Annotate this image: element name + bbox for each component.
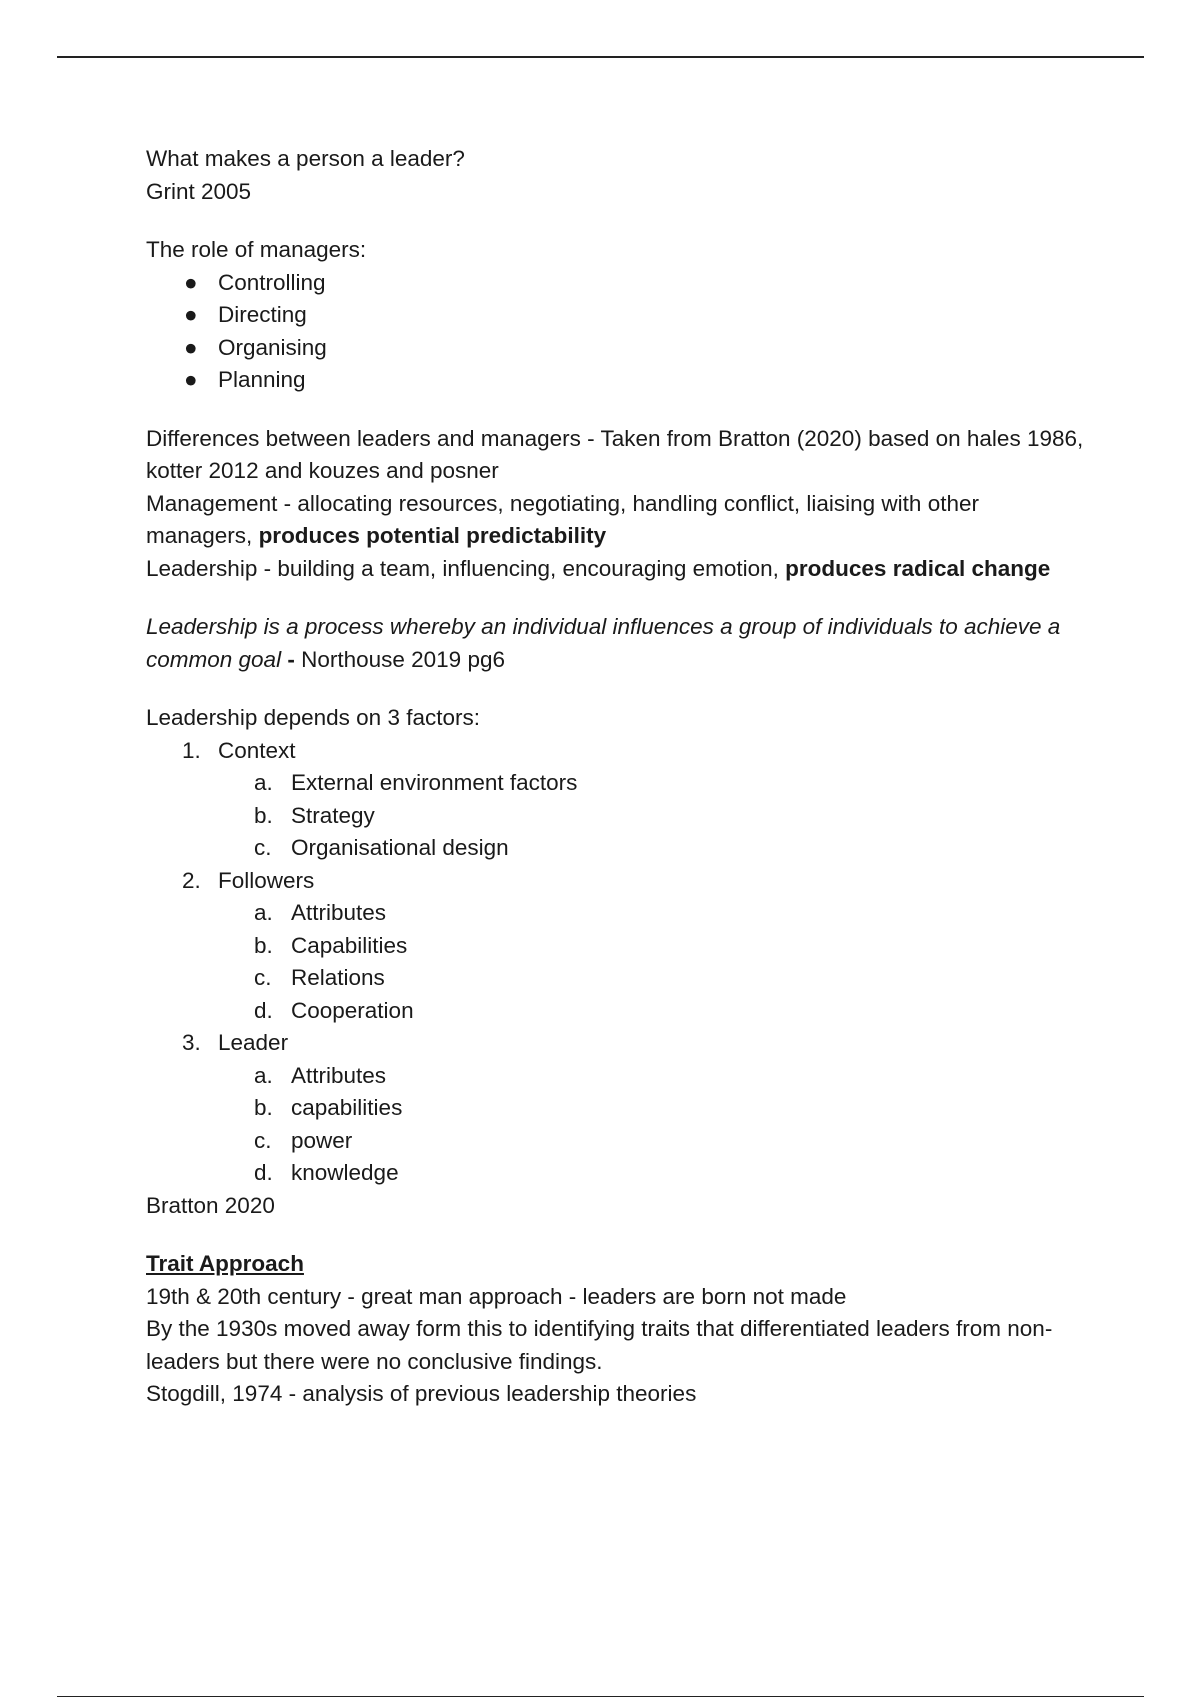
list-item: a. External environment factors <box>254 770 578 795</box>
list-item: d. knowledge <box>254 1160 399 1185</box>
bullet-icon: ● <box>184 334 198 360</box>
list-item: ● Controlling <box>146 267 1086 300</box>
intro-cite: Grint 2005 <box>146 178 252 204</box>
intro-question: What makes a person a leader? <box>146 146 465 171</box>
list-item: d. Cooperation <box>254 997 414 1023</box>
list-item: b. Capabilities <box>254 932 408 958</box>
managers-title: The role of managers: <box>146 237 367 262</box>
trait-line-2: By the 1930s moved away form this to identifying traits that differentiated leaders from non-leaders but there were no conclusive findings. <box>146 1316 1053 1374</box>
management-line: Management - allocating resources, negotiating, handling conflict, liaising with other managers, produces potential predictability <box>146 490 979 548</box>
list-item: ● Directing <box>146 299 1086 332</box>
bullet-icon: ● <box>184 269 198 295</box>
bullet-icon: ● <box>184 302 198 327</box>
managers-list <box>146 267 1086 397</box>
list-item: a. Attributes <box>254 900 387 925</box>
top-rule <box>57 56 1144 58</box>
list-item: b. Strategy <box>254 802 375 828</box>
list-item: c. Organisational design <box>254 835 509 860</box>
document-body <box>146 143 1086 1411</box>
trait-line-3: Stogdill, 1974 - analysis of previous leadership theories <box>146 1381 697 1406</box>
list-item: b. capabilities <box>254 1095 403 1120</box>
list-item: ● Planning <box>146 364 1086 397</box>
list-item: c. Relations <box>254 965 385 990</box>
factors-title: Leadership depends on 3 factors: <box>146 705 480 730</box>
list-item: a. Attributes <box>254 1062 387 1088</box>
bottom-rule <box>57 1696 1144 1697</box>
factors-cite: Bratton 2020 <box>146 1192 275 1218</box>
differences-intro: Differences between leaders and managers - Taken from Bratton (2020) based on hales 1986, kotter 2012 and kouzes and posner <box>146 425 1084 483</box>
trait-approach-heading: Trait Approach <box>146 1251 304 1276</box>
list-item: ● Organising <box>146 332 1086 365</box>
factor-leader: 3. Leader a. Attributes b. capabilities c. power d. knowledge <box>146 1027 1086 1190</box>
trait-line-1: 19th & 20th century - great man approach - leaders are born not made <box>146 1283 847 1309</box>
factor-followers: 2. Followers a. Attributes b. Capabilities c. Relations d. Cooperation <box>146 865 1086 1028</box>
factor-context: 1. Context a. External environment factors b. Strategy c. Organisational design <box>146 735 1086 865</box>
bullet-icon: ● <box>184 367 198 392</box>
leadership-line: Leadership - building a team, influencing, encouraging emotion, produces radical change <box>146 555 1051 581</box>
factors-list <box>146 735 1086 1190</box>
list-item: c. power <box>254 1127 353 1153</box>
leadership-definition: Leadership is a process whereby an individual influences a group of individuals to achieve a common goal - Northouse 2019 pg6 <box>146 614 1061 672</box>
